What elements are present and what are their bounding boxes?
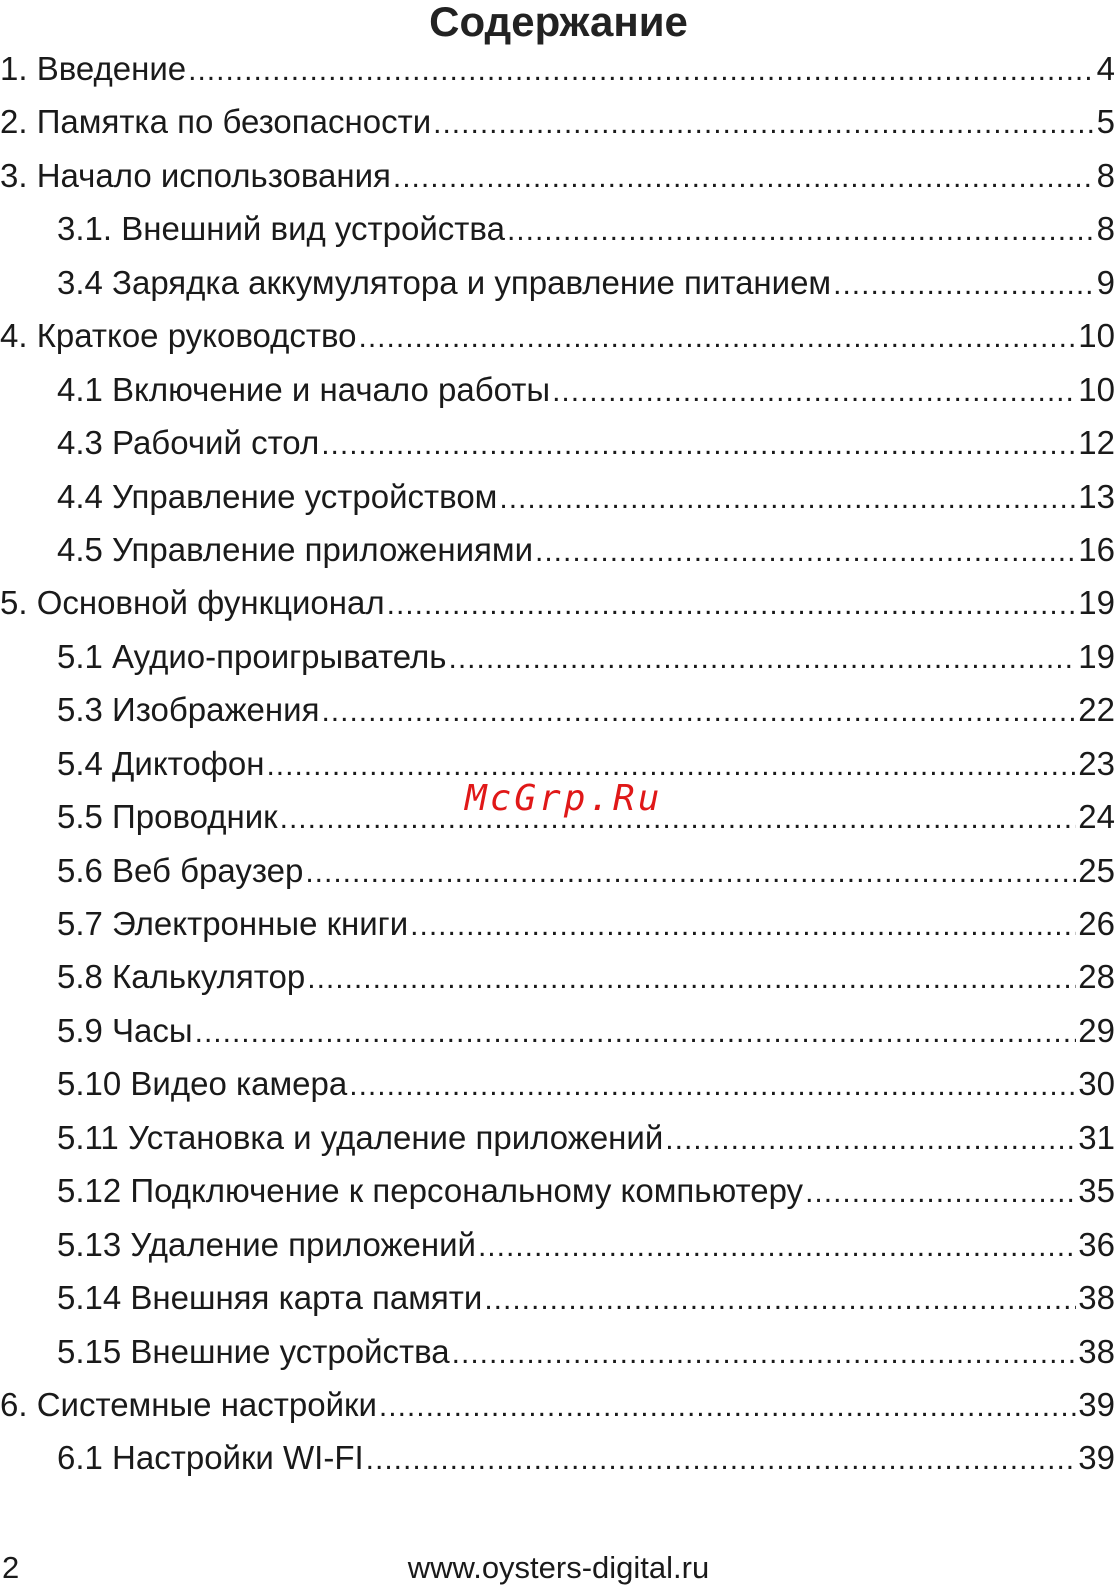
toc-entry-page: 26 (1078, 905, 1115, 942)
toc-entry-page: 24 (1078, 798, 1115, 836)
toc-dot-leader (379, 1380, 1076, 1433)
toc-entry[interactable] (0, 1218, 1117, 1271)
toc-dot-leader (448, 632, 1076, 685)
toc-entry[interactable] (0, 523, 1117, 576)
toc-dot-leader (349, 1059, 1076, 1112)
toc-dot-leader (433, 97, 1095, 150)
toc-entry[interactable] (0, 1111, 1117, 1164)
toc-entry-page: 19 (1078, 584, 1115, 622)
toc-entry-page: 10 (1078, 370, 1115, 408)
toc-entry-label: 5.8 Калькулятор (57, 958, 306, 996)
toc-entry-page: 28 (1078, 958, 1115, 996)
toc-entry-label: 5.14 Внешняя карта памяти (57, 1279, 483, 1317)
toc-entry[interactable] (0, 149, 1117, 202)
toc-entry-label: 5.9 Часы (57, 1011, 193, 1049)
toc-entry[interactable] (0, 42, 1117, 95)
toc-entry-page: 31 (1078, 1118, 1115, 1156)
toc-entry[interactable] (0, 256, 1117, 309)
toc-entry-label: 4.4 Управление устройством (57, 477, 498, 515)
toc-dot-leader (195, 1006, 1077, 1059)
toc-dot-leader (499, 472, 1076, 525)
toc-entry-page: 12 (1078, 424, 1115, 462)
toc-entry[interactable] (0, 416, 1117, 469)
toc-entry[interactable] (0, 897, 1117, 950)
toc-entry-label: 5.13 Удаление приложений (57, 1225, 476, 1263)
toc-entry-label: 3.1. Внешний вид устройства (57, 210, 505, 248)
toc-dot-leader (307, 952, 1076, 1005)
toc-dot-leader (507, 204, 1095, 257)
toc-entry-page: 38 (1078, 1279, 1115, 1317)
toc-entry-page: 35 (1078, 1172, 1115, 1210)
toc-entry[interactable] (0, 1057, 1117, 1110)
page-footer (0, 1548, 1117, 1588)
toc-entry-page: 4 (1096, 50, 1115, 87)
toc-dot-leader (535, 525, 1076, 578)
footer-url: www.oysters-digital.ru (407, 1550, 710, 1585)
toc-dot-leader (305, 846, 1076, 899)
toc-entry-page: 23 (1078, 744, 1115, 782)
toc-entry-page: 38 (1078, 1332, 1115, 1370)
watermark: McGrp.Ru (465, 778, 663, 819)
toc-entry-label: 5.12 Подключение к персональному компьютеру (57, 1172, 804, 1210)
toc-entry-page: 39 (1078, 1385, 1115, 1423)
table-of-contents (0, 42, 1117, 1485)
toc-entry[interactable] (0, 1164, 1117, 1217)
footer-page-number: 2 (2, 1550, 20, 1585)
toc-entry-page: 36 (1078, 1225, 1115, 1263)
toc-entry-page: 25 (1078, 851, 1115, 889)
toc-entry-page: 30 (1078, 1065, 1115, 1103)
toc-entry[interactable] (0, 1378, 1117, 1431)
toc-dot-leader (665, 1113, 1076, 1166)
toc-entry-label: 5.11 Установка и удаление приложений (57, 1118, 664, 1156)
toc-entry[interactable] (0, 95, 1117, 148)
toc-entry[interactable] (0, 1004, 1117, 1057)
toc-entry-label: 5.6 Веб браузер (57, 851, 304, 889)
toc-entry-page: 9 (1096, 263, 1115, 301)
toc-entry-label: 4.1 Включение и начало работы (57, 370, 551, 408)
toc-entry-label: 6. Системные настройки (0, 1385, 377, 1423)
toc-entry[interactable] (0, 576, 1117, 629)
toc-dot-leader (484, 1273, 1076, 1326)
toc-dot-leader (452, 1327, 1077, 1380)
toc-dot-leader (805, 1166, 1076, 1219)
toc-entry[interactable] (0, 683, 1117, 736)
toc-entry-label: 4.3 Рабочий стол (57, 424, 320, 462)
toc-entry[interactable] (0, 1431, 1117, 1484)
toc-entry-label: 3. Начало использования (0, 156, 391, 194)
toc-dot-leader (359, 311, 1077, 364)
toc-dot-leader (552, 365, 1076, 418)
toc-entry-label: 1. Введение (0, 50, 187, 87)
toc-entry-label: 6.1 Настройки WI-FI (57, 1439, 364, 1477)
toc-entry[interactable] (0, 1325, 1117, 1378)
toc-entry-page: 22 (1078, 691, 1115, 729)
toc-dot-leader (833, 258, 1095, 311)
toc-dot-leader (478, 1220, 1076, 1273)
toc-entry-label: 5. Основной функционал (0, 584, 385, 622)
toc-entry-label: 5.3 Изображения (57, 691, 320, 729)
toc-entry-label: 5.4 Диктофон (57, 744, 265, 782)
toc-entry-page: 19 (1078, 637, 1115, 675)
toc-entry-page: 39 (1078, 1439, 1115, 1477)
toc-entry-label: 5.10 Видео камера (57, 1065, 348, 1103)
page-title: Содержание (429, 0, 688, 45)
toc-entry-page: 16 (1078, 530, 1115, 568)
toc-entry-label: 5.15 Внешние устройства (57, 1332, 450, 1370)
toc-dot-leader (410, 899, 1076, 952)
toc-entry[interactable] (0, 1271, 1117, 1324)
toc-dot-leader (266, 739, 1076, 792)
toc-entry-page: 29 (1078, 1011, 1115, 1049)
toc-entry-label: 4.5 Управление приложениями (57, 530, 534, 568)
toc-entry-label: 5.1 Аудио-проигрыватель (57, 637, 447, 675)
toc-entry[interactable] (0, 202, 1117, 255)
toc-entry-label: 5.7 Электронные книги (57, 905, 409, 942)
toc-dot-leader (366, 1433, 1077, 1486)
toc-entry-page: 8 (1096, 210, 1115, 248)
toc-entry-page: 5 (1096, 103, 1115, 141)
toc-entry-page: 8 (1096, 156, 1115, 194)
toc-entry[interactable] (0, 309, 1117, 362)
toc-entry-label: 4. Краткое руководство (0, 317, 357, 355)
toc-dot-leader (393, 151, 1095, 204)
toc-entry[interactable] (0, 363, 1117, 416)
toc-entry-label: 3.4 Зарядка аккумулятора и управление питанием (57, 263, 832, 301)
toc-entry-page: 13 (1078, 477, 1115, 515)
toc-dot-leader (387, 578, 1077, 631)
toc-entry[interactable] (0, 844, 1117, 897)
toc-entry-label: 5.5 Проводник (57, 798, 278, 836)
toc-entry-page: 10 (1078, 317, 1115, 355)
toc-dot-leader (321, 418, 1076, 471)
toc-entry[interactable] (0, 630, 1117, 683)
toc-dot-leader (321, 685, 1076, 738)
toc-entry-label: 2. Памятка по безопасности (0, 103, 432, 141)
toc-entry[interactable] (0, 950, 1117, 1003)
toc-dot-leader (188, 44, 1095, 97)
toc-dot-leader (280, 792, 1077, 845)
toc-entry[interactable] (0, 470, 1117, 523)
